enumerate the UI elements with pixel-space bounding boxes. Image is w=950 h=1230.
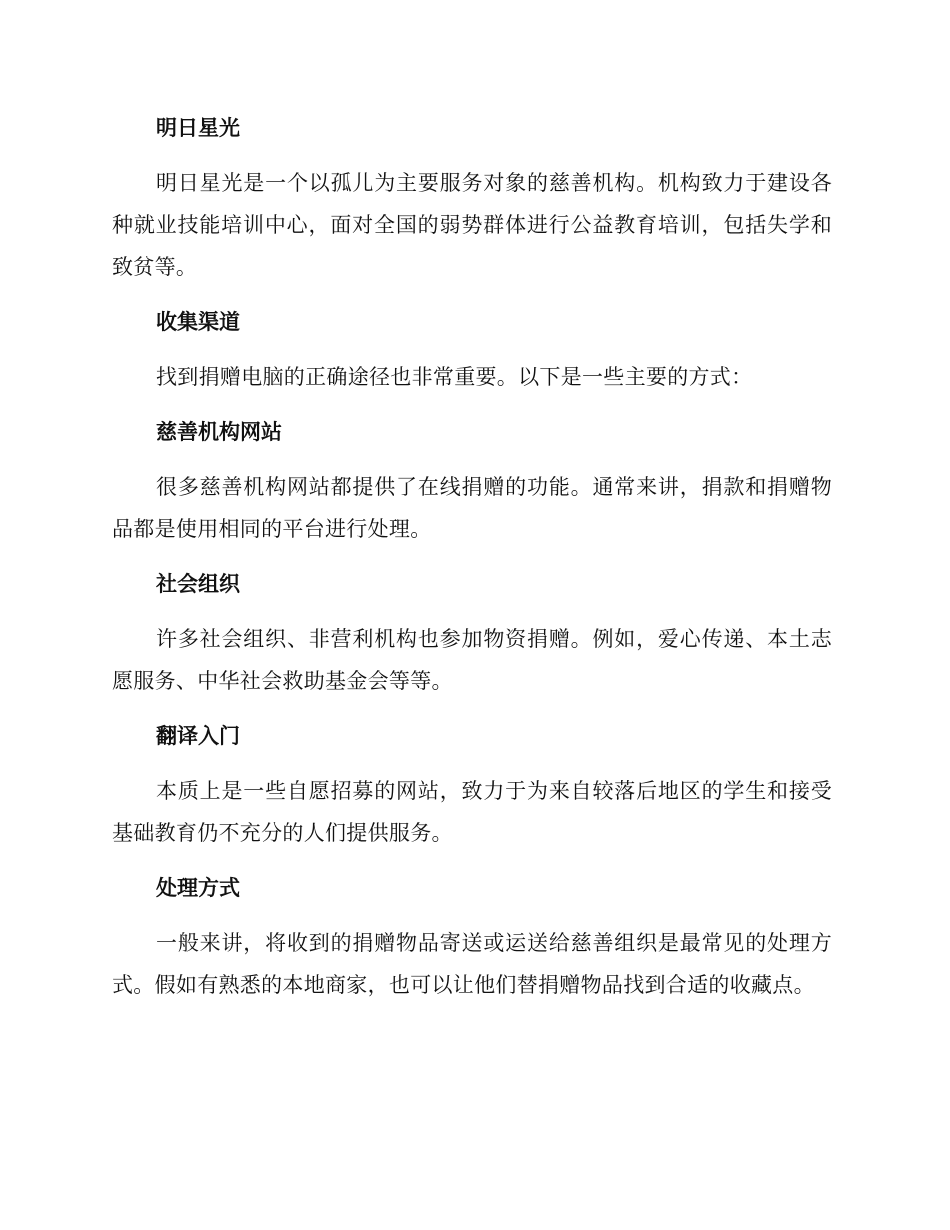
section-heading-cishan-jigou-wangzhan: 慈善机构网站 [156,420,282,444]
section-heading-mingri-xingguang: 明日星光 [156,116,240,140]
section-paragraph-fanyi-rumen: 本质上是一些自愿招募的网站，致力于为来自较落后地区的学生和接受基础教育仍不充分的人们提供服务。 [112,779,832,845]
section-heading-shouji-qudao: 收集渠道 [156,310,240,334]
section-paragraph-shouji-qudao: 找到捐赠电脑的正确途径也非常重要。以下是一些主要的方式： [156,365,753,389]
section-heading-fanyi-rumen: 翻译入门 [156,724,240,748]
section-heading-chuli-fangshi: 处理方式 [156,876,240,900]
section-paragraph-shehui-zuzhi: 许多社会组织、非营利机构也参加物资捐赠。例如，爱心传递、本土志愿服务、中华社会救助基金会等等。 [112,627,832,693]
section-paragraph-mingri-xingguang: 明日星光是一个以孤儿为主要服务对象的慈善机构。机构致力于建设各种就业技能培训中心，面对全国的弱势群体进行公益教育培训，包括失学和致贫等。 [112,171,832,279]
document-body [112,110,832,1006]
section-heading-shehui-zuzhi: 社会组织 [156,572,240,596]
section-paragraph-cishan-jigou-wangzhan: 很多慈善机构网站都提供了在线捐赠的功能。通常来讲，捐款和捐赠物品都是使用相同的平台进行处理。 [112,475,832,541]
section-paragraph-chuli-fangshi: 一般来讲，将收到的捐赠物品寄送或运送给慈善组织是最常见的处理方式。假如有熟悉的本地商家，也可以让他们替捐赠物品找到合适的收藏点。 [112,931,832,997]
